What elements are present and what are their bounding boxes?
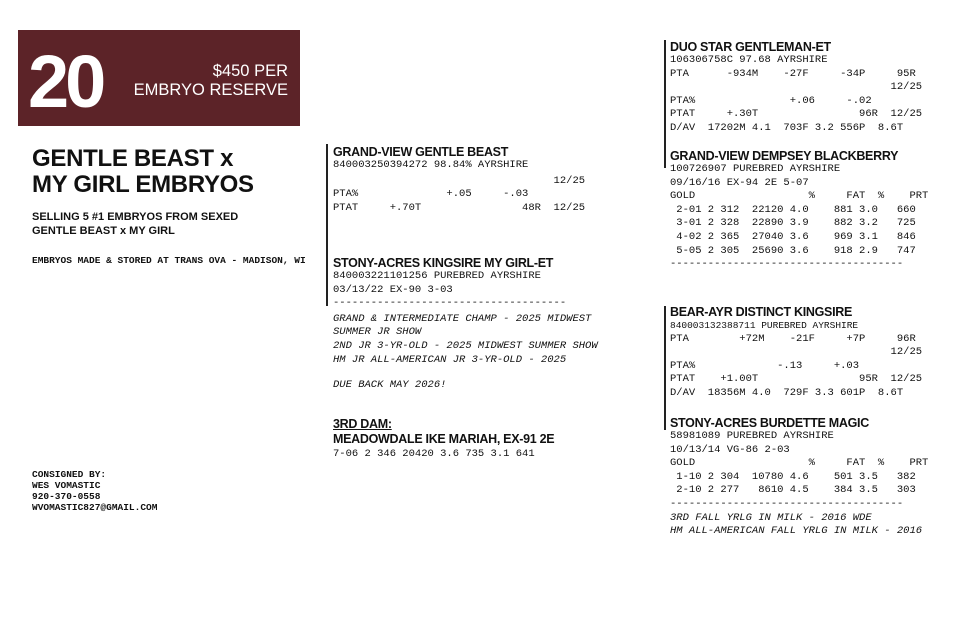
lot-price <box>134 62 288 100</box>
consignor-label: CONSIGNED BY: <box>32 469 107 480</box>
sire-sire-name: DUO STAR GENTLEMAN-ET <box>670 40 831 54</box>
table-row: 5-05 2 305 25690 3.6 918 2.9 747 <box>670 244 916 257</box>
page-title <box>32 146 254 198</box>
sire-sire-dav: D/AV 17202M 4.1 703F 3.2 556P 8.6T <box>670 121 904 134</box>
sire-sire-ptat: PTAT +.30T 96R 12/25 <box>670 108 923 121</box>
third-dam-name: MEADOWDALE IKE MARIAH, EX-91 2E <box>333 432 555 446</box>
dam-classification: 03/13/22 EX-90 3-03 <box>333 283 453 296</box>
dam-name: STONY-ACRES KINGSIRE MY GIRL-ET <box>333 256 554 270</box>
dam-sire-registration: 840003132388711 PUREBRED AYRSHIRE <box>670 320 859 331</box>
dam-honor-4: HM JR ALL-AMERICAN JR 3-YR-OLD - 2025 <box>333 353 567 366</box>
dam-dam-classification: 10/13/14 VG-86 2-03 <box>670 443 790 456</box>
dam-dam-honor-2: HM ALL-AMERICAN FALL YRLG IN MILK - 2016 <box>670 525 923 538</box>
sire-sire-bracket-line <box>664 40 666 168</box>
dam-block <box>333 256 598 393</box>
table-row: 2-10 2 277 8610 4.5 384 3.5 303 <box>670 484 916 497</box>
dam-honor-3: 2ND JR 3-YR-OLD - 2025 MIDWEST SUMMER SHOW <box>333 339 598 352</box>
sire-ptat: PTAT +.70T 48R 12/25 <box>333 201 586 214</box>
dam-sire-ptat: PTAT +1.00T 95R 12/25 <box>670 373 923 386</box>
dam-sire-date: 12/25 <box>670 346 923 359</box>
third-dam-block <box>333 417 554 462</box>
dam-dam-block <box>670 416 928 539</box>
consignor-name: WES VOMASTIC <box>32 480 101 491</box>
sire-sire-pta: PTA -934M -27F -34P 95R <box>670 67 916 80</box>
subtitle: SELLING 5 #1 EMBRYOS FROM SEXED GENTLE BEAST x MY GIRL <box>32 211 239 237</box>
lot-number: 20 <box>28 40 103 123</box>
sire-sire-block <box>670 40 922 136</box>
table-row: 4-02 2 365 27040 3.6 969 3.1 846 <box>670 230 916 243</box>
table-row: 2-01 2 312 22120 4.0 881 3.0 660 <box>670 203 916 216</box>
sire-block <box>333 145 585 215</box>
sire-name: GRAND-VIEW GENTLE BEAST <box>333 145 509 159</box>
dam-dam-honor-1: 3RD FALL YRLG IN MILK - 2016 WDE <box>670 511 872 524</box>
lot-box <box>18 30 300 126</box>
price-amount: $450 PER <box>212 62 288 80</box>
dam-due-back: DUE BACK MAY 2026! <box>333 379 447 392</box>
consignor-block <box>32 469 272 513</box>
dam-dam-divider: ------------------------------------- <box>670 497 904 510</box>
dam-dam-registration: 58981089 PUREBRED AYRSHIRE <box>670 430 834 442</box>
table-row: 1-10 2 304 10780 4.6 501 3.5 382 <box>670 470 916 483</box>
sire-sire-date: 12/25 <box>670 81 923 94</box>
sire-date: 12/25 <box>333 174 586 187</box>
consignor-email: WVOMASTIC827@GMAIL.COM <box>32 502 158 513</box>
consignor-phone: 920-370-0558 <box>32 491 101 502</box>
dam-dam-name: STONY-ACRES BURDETTE MAGIC <box>670 416 869 430</box>
sire-dam-block <box>670 149 928 272</box>
sire-sire-pta-percent: PTA% +.06 -.02 <box>670 94 872 107</box>
price-description: EMBRYO RESERVE <box>133 81 288 99</box>
sire-dam-registration: 100726907 PUREBRED AYRSHIRE <box>670 163 841 175</box>
sire-dam-divider: ------------------------------------- <box>670 258 904 271</box>
dam-honor-2: SUMMER JR SHOW <box>333 326 422 339</box>
sire-dam-classification: 09/16/16 EX-94 2E 5-07 <box>670 176 809 189</box>
embryo-storage-note: EMBRYOS MADE & STORED AT TRANS OVA - MADISON, WI <box>32 255 306 266</box>
third-dam-record: 7-06 2 346 20420 3.6 735 3.1 641 <box>333 448 535 460</box>
table-row: 3-01 2 328 22890 3.9 882 3.2 725 <box>670 217 916 230</box>
dam-sire-block <box>670 305 922 401</box>
dam-sire-pta: PTA +72M -21F +7P 96R <box>670 332 916 345</box>
dam-sire-pta-percent: PTA% -.13 +.03 <box>670 359 860 372</box>
sire-registration: 840003250394272 98.84% AYRSHIRE <box>333 159 529 171</box>
sire-bracket-line <box>326 144 328 260</box>
sire-sire-registration: 106306758C 97.68 AYRSHIRE <box>670 54 828 66</box>
third-dam-label: 3RD DAM: <box>333 417 392 431</box>
dam-divider: ------------------------------------- <box>333 297 567 310</box>
dam-sire-dav: D/AV 18356M 4.0 729F 3.3 601P 8.6T <box>670 386 904 399</box>
dam-registration: 840003221101256 PUREBRED AYRSHIRE <box>333 270 541 282</box>
title-line-1: GENTLE BEAST x <box>32 145 234 172</box>
dam-sire-bracket-line <box>664 306 666 430</box>
dam-sire-name: BEAR-AYR DISTINCT KINGSIRE <box>670 305 853 319</box>
title-line-2: MY GIRL EMBRYOS <box>32 171 254 198</box>
sire-dam-table-header: GOLD % FAT % PRT <box>670 190 929 203</box>
sire-pta-percent: PTA% +.05 -.03 <box>333 188 529 201</box>
dam-honor-1: GRAND & INTERMEDIATE CHAMP - 2025 MIDWEST <box>333 312 592 325</box>
dam-bracket-line <box>326 256 328 306</box>
sire-dam-name: GRAND-VIEW DEMPSEY BLACKBERRY <box>670 149 899 163</box>
dam-dam-table-header: GOLD % FAT % PRT <box>670 457 929 470</box>
